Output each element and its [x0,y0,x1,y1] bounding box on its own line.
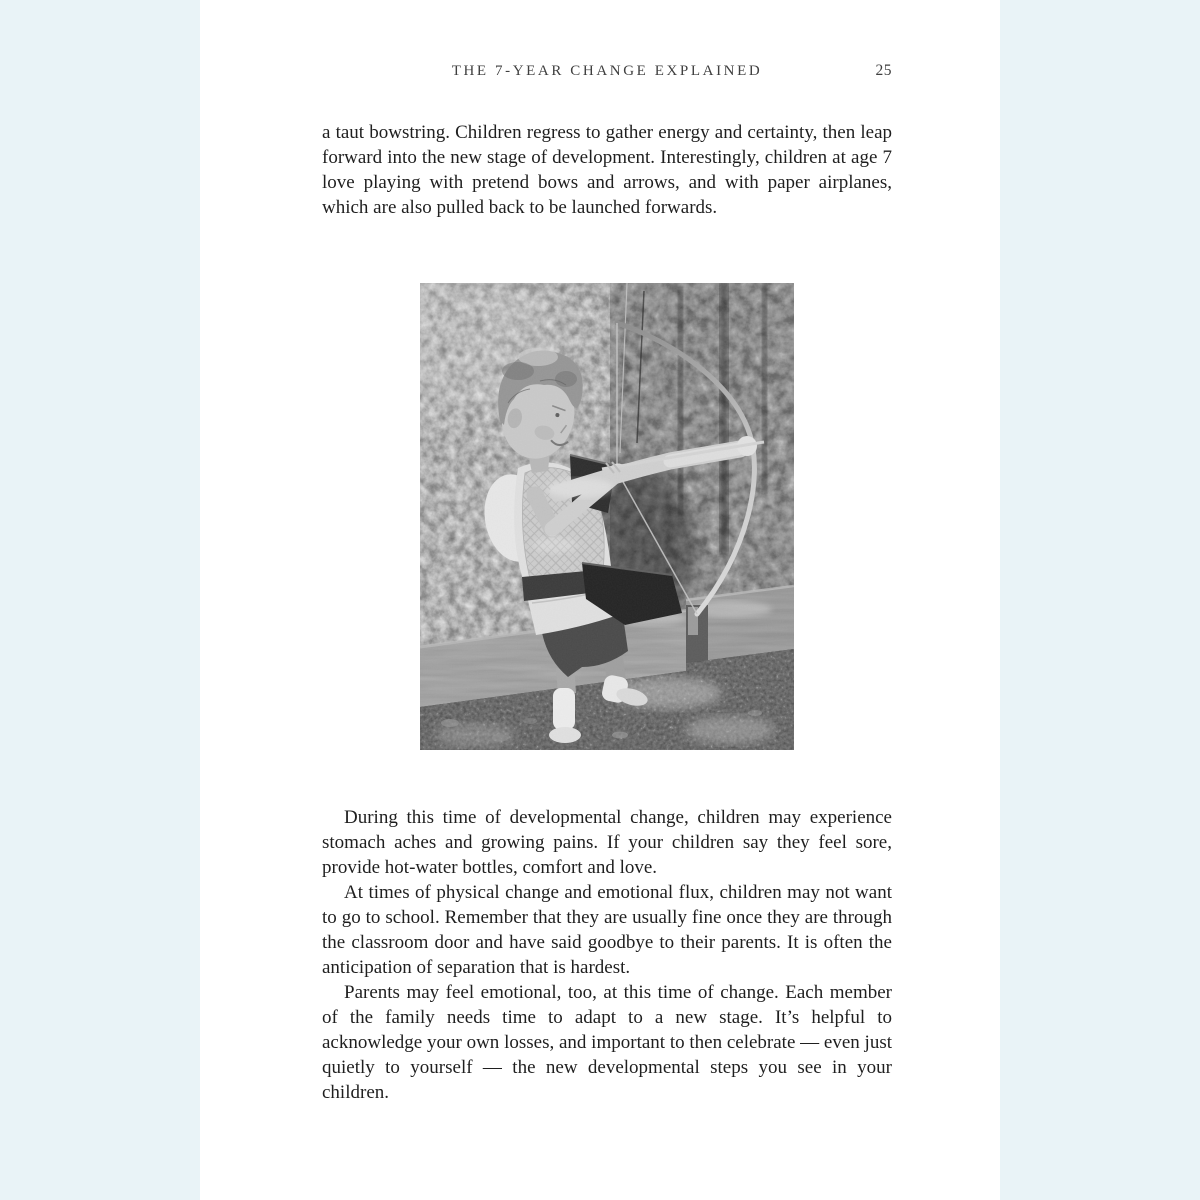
photo-figure [322,283,892,750]
book-page [200,0,1000,1200]
photo-grain-overlay [420,283,794,750]
paragraph-during-change: During this time of developmental change, children may experience stomach aches and growing pains. If your children say they feel sore, provide hot-water bottles, comfort and love. [322,807,892,878]
running-title: THE 7-YEAR CHANGE EXPLAINED [451,63,763,79]
running-header [322,61,892,81]
paragraph-school: At times of physical change and emotional flux, children may not want to go to school. Remember that they are usually fine once they are through the classroom door and have said goodbye to their parents. It is often the anticipation of separation that is hardest. [322,882,892,978]
body-text-block [322,805,892,1105]
boy-archer-photo [420,283,794,750]
paragraph-bowstring: a taut bowstring. Children regress to gather energy and certainty, then leap forward into the new stage of development. Interestingly, children at age 7 love playing with pretend bows and arrows, and with paper airplanes, which are also pulled back to be launched forwards. [322,122,892,218]
page-number: 25 [875,62,892,79]
paragraph-parents: Parents may feel emotional, too, at this time of change. Each member of the family needs time to adapt to a new stage. It’s helpful to acknowledge your own losses, and important to then celebrate — even just quietly to yourself — the new developmental steps you see in your children. [322,982,892,1103]
